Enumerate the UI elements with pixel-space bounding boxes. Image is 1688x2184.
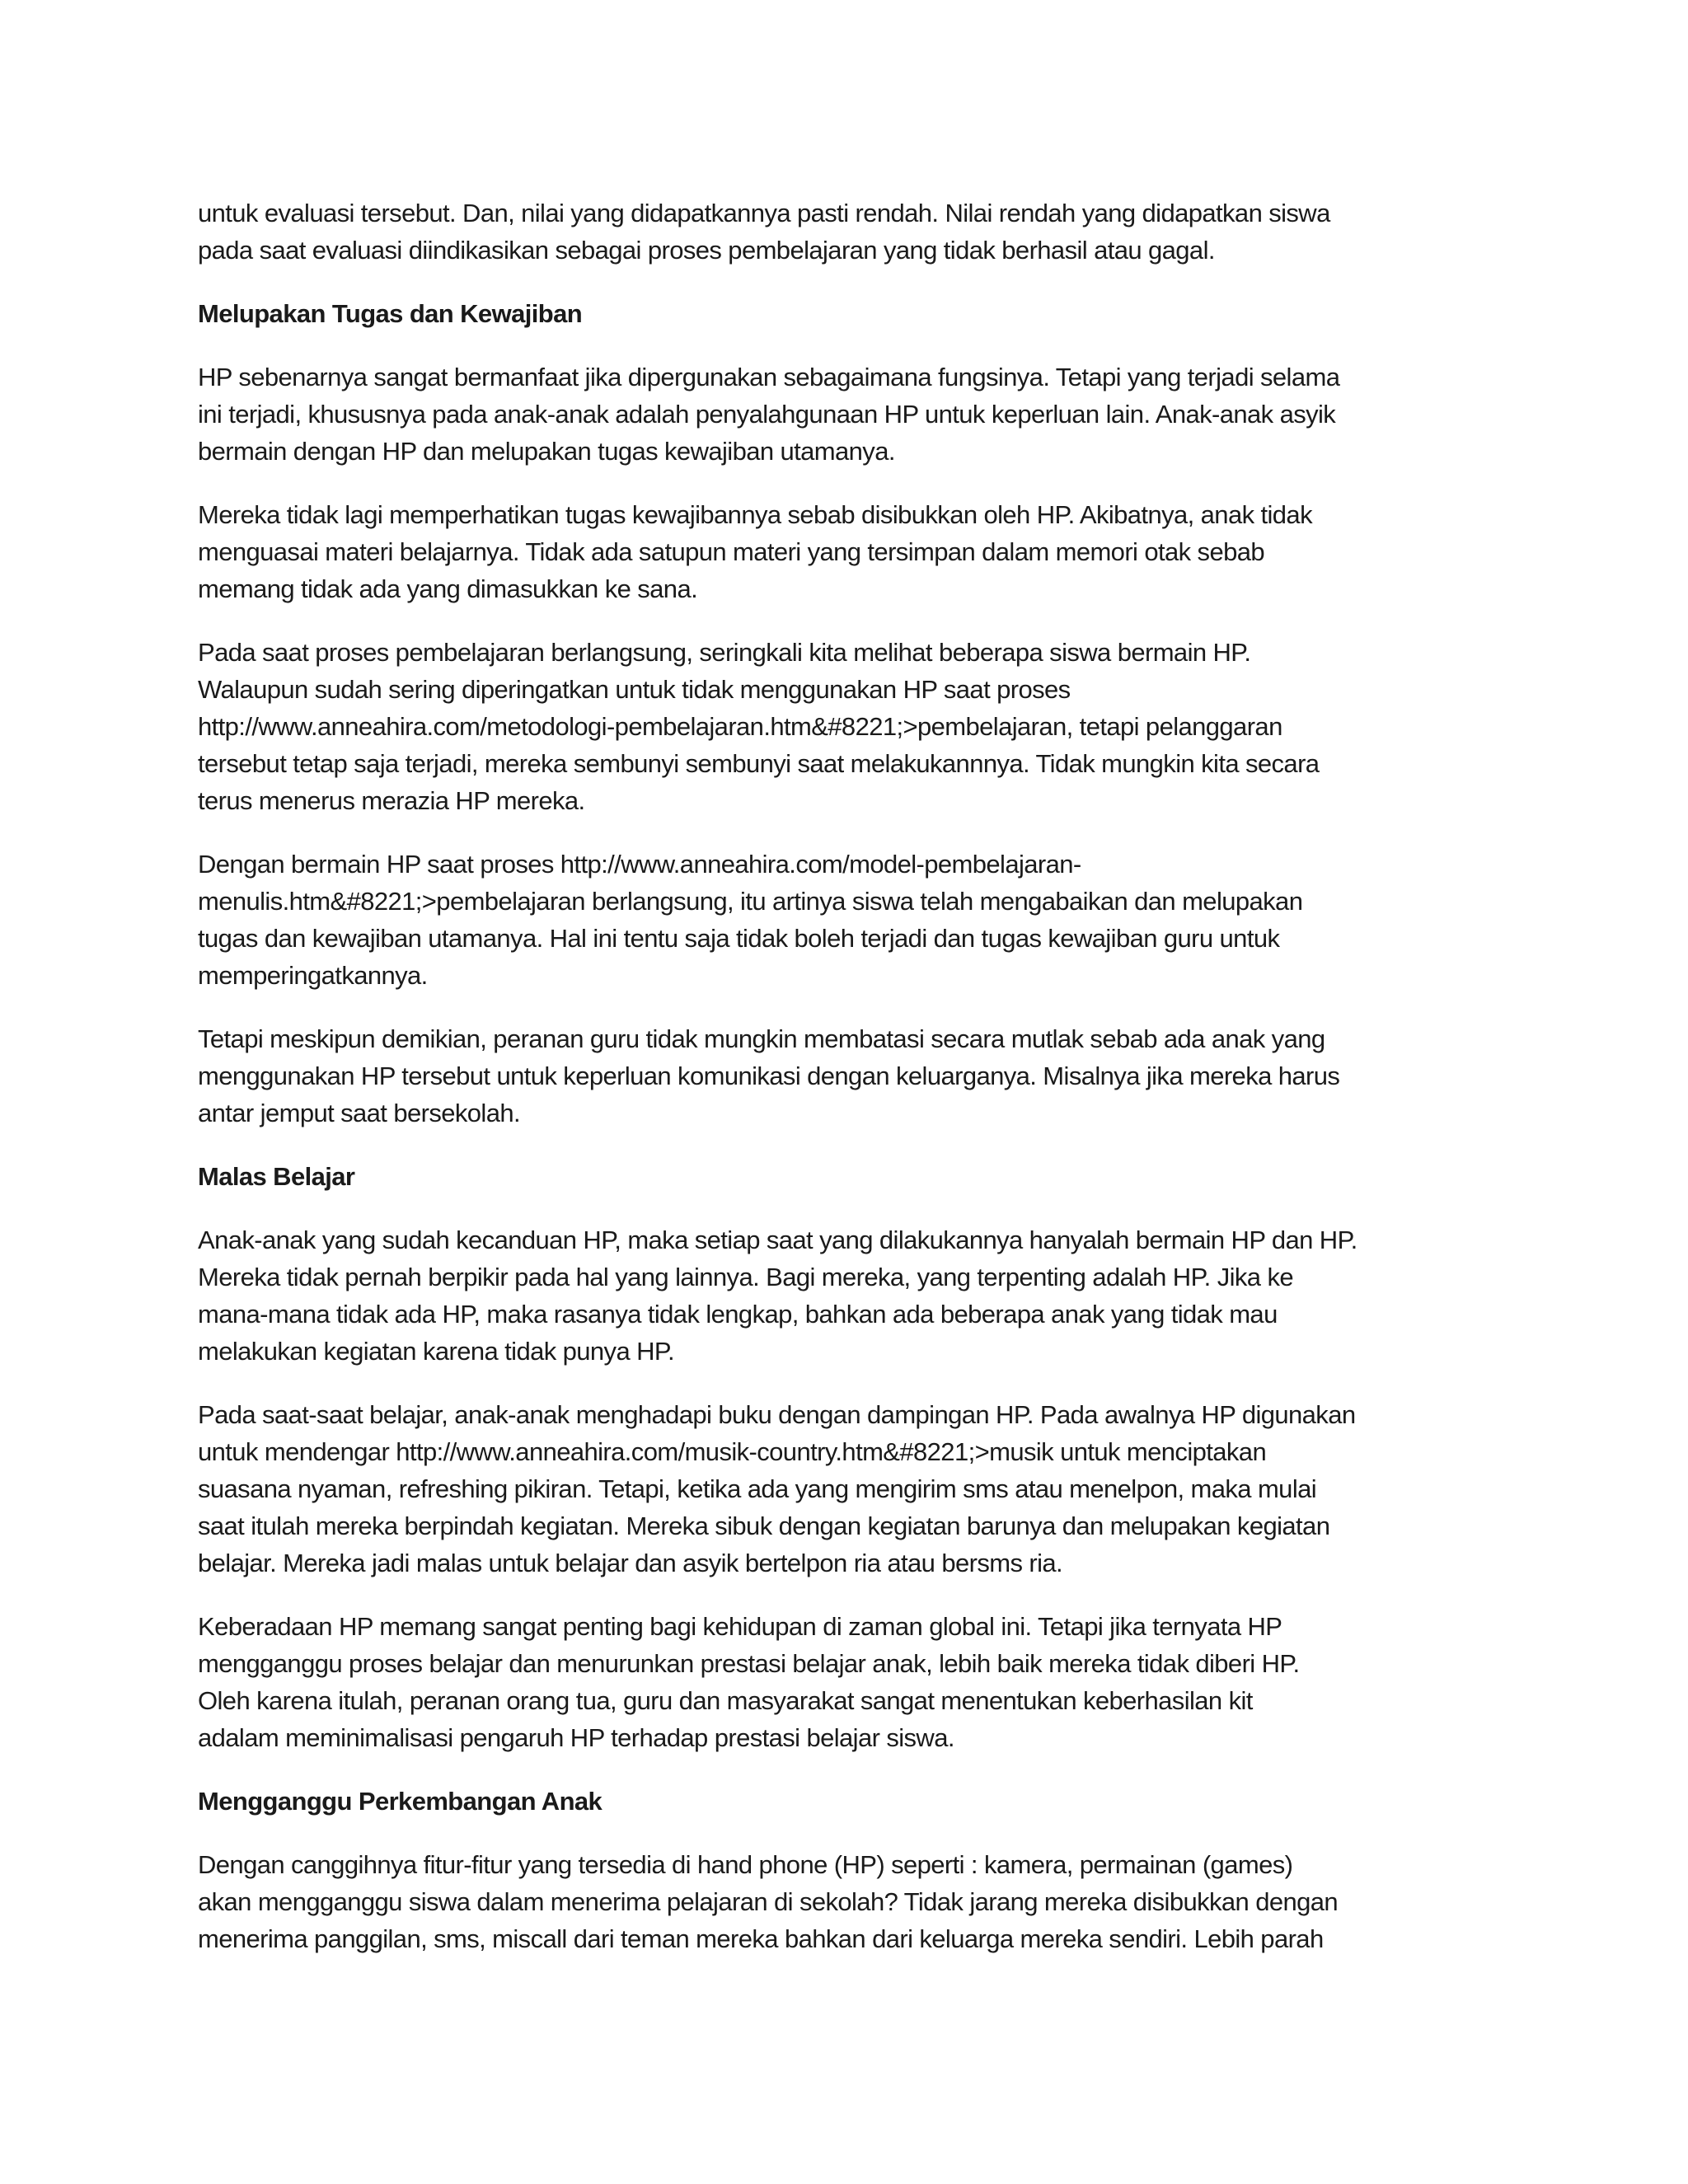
paragraph-evaluasi: untuk evaluasi tersebut. Dan, nilai yang didapatkannya pasti rendah. Nilai rendah yang didapatkan siswa pada saat evaluasi diindikasikan sebagai proses pembelajaran yang tidak berhasil atau gagal. <box>198 199 1330 265</box>
heading-malas-belajar: Malas Belajar <box>198 1162 355 1191</box>
paragraph-fitur-hp: Dengan canggihnya fitur-fitur yang tersedia di hand phone (HP) seperti : kamera, permainan (games) akan mengganggu siswa dalam menerima pelajaran di sekolah? Tidak jarang mereka disibukkan dengan menerima panggilan, sms, miscall dari teman mereka bahkan dari keluarga mereka sendiri. Lebih parah <box>198 1850 1339 1953</box>
paragraph-bermain-hp: Dengan bermain HP saat proses http://www.anneahira.com/model-pembelajaran- menulis.htm&#8221;>pembelajaran berlangsung, itu artinya siswa telah mengabaikan dan melupakan tugas dan kewajiban utamanya. Hal ini tentu saja tidak boleh terjadi dan tugas kewajiban guru untuk memperingatkannya. <box>198 850 1303 990</box>
paragraph-tugas-kewajiban: Mereka tidak lagi memperhatikan tugas kewajibannya sebab disibukkan oleh HP. Akibatnya, anak tidak menguasai materi belajarnya. Tidak ada satupun materi yang tersimpan dalam memori otak sebab memang tidak ada yang dimasukkan ke sana. <box>198 500 1312 603</box>
paragraph-kecanduan-hp: Anak-anak yang sudah kecanduan HP, maka setiap saat yang dilakukannya hanyalah bermain HP dan HP. Mereka tidak pernah berpikir pada hal yang lainnya. Bagi mereka, yang terpenting adalah HP. Jika ke mana-mana tidak ada HP, maka rasanya tidak lengkap, bahkan ada beberapa anak yang tidak mau melakukan kegiatan karena tidak punya HP. <box>198 1226 1357 1366</box>
paragraph-proses-pembelajaran: Pada saat proses pembelajaran berlangsung, seringkali kita melihat beberapa siswa bermain HP. Walaupun sudah sering diperingatkan untuk tidak menggunakan HP saat proses http://www.anneahira.com/metodologi-pembelajaran.htm&#8221;>pembelajaran, tetapi pelanggaran tersebut tetap saja terjadi, mereka sembunyi sembunyi saat melakukannnya. Tidak mungkin kita secara terus menerus merazia HP mereka. <box>198 638 1320 815</box>
heading-melupakan-tugas: Melupakan Tugas dan Kewajiban <box>198 299 583 328</box>
paragraph-keberadaan-hp: Keberadaan HP memang sangat penting bagi kehidupan di zaman global ini. Tetapi jika ternyata HP mengganggu proses belajar dan menurunkan prestasi belajar anak, lebih baik mereka tidak diberi HP. Oleh karena itulah, peranan orang tua, guru dan masyarakat sangat menentukan keberhasilan kit adalam meminimalisasi pengaruh HP terhadap prestasi belajar siswa. <box>198 1612 1300 1752</box>
document-body <box>198 194 1500 1984</box>
paragraph-hp-bermanfaat: HP sebenarnya sangat bermanfaat jika dipergunakan sebagaimana fungsinya. Tetapi yang terjadi selama ini terjadi, khususnya pada anak-anak adalah penyalahgunaan HP untuk keperluan lain. Anak-anak asyik bermain dengan HP dan melupakan tugas kewajiban utamanya. <box>198 363 1340 466</box>
paragraph-saat-belajar: Pada saat-saat belajar, anak-anak menghadapi buku dengan dampingan HP. Pada awalnya HP digunakan untuk mendengar http://www.anneahira.com/musik-country.htm&#8221;>musik untuk menciptakan suasana nyaman, refreshing pikiran. Tetapi, ketika ada yang mengirim sms atau menelpon, maka mulai saat itulah mereka berpindah kegiatan. Mereka sibuk dengan kegiatan barunya dan melupakan kegiatan belajar. Mereka jadi malas untuk belajar dan asyik bertelpon ria atau bersms ria. <box>198 1400 1356 1577</box>
heading-mengganggu-perkembangan: Mengganggu Perkembangan Anak <box>198 1787 603 1816</box>
paragraph-peranan-guru: Tetapi meskipun demikian, peranan guru tidak mungkin membatasi secara mutlak sebab ada anak yang menggunakan HP tersebut untuk keperluan komunikasi dengan keluarganya. Misalnya jika mereka harus antar jemput saat bersekolah. <box>198 1024 1340 1127</box>
